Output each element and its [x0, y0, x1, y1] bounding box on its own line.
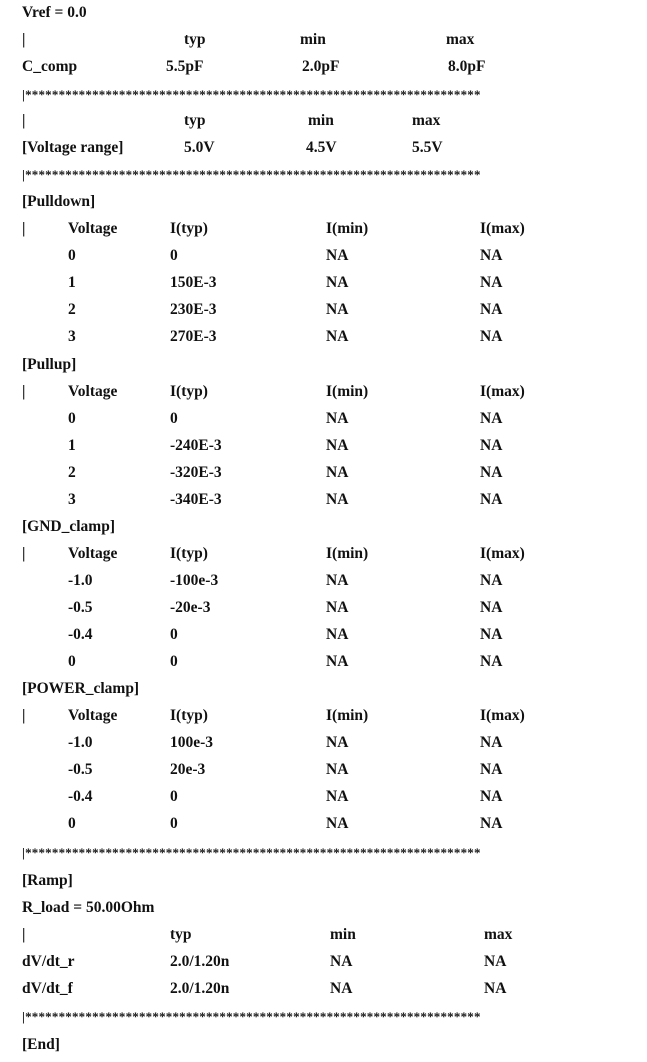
ramp-row-label: dV/dt_f — [22, 980, 73, 997]
table-cell-imin: NA — [326, 788, 349, 805]
ramp-header-min: min — [330, 926, 356, 943]
ramp-header-bar: | — [22, 926, 26, 943]
table-cell-voltage: -0.5 — [68, 599, 93, 616]
c-comp-label: C_comp — [22, 58, 78, 75]
c-comp-header-bar: | — [22, 31, 26, 48]
table-cell-imin: NA — [326, 437, 349, 454]
table-header-voltage: Voltage — [68, 545, 118, 562]
table-cell-ityp: 0 — [170, 410, 178, 427]
table-cell-imin: NA — [326, 653, 349, 670]
end-marker: [End] — [22, 1036, 60, 1053]
table-cell-voltage: -0.4 — [68, 788, 93, 805]
table-cell-imax: NA — [480, 761, 503, 778]
table-header-bar: | — [22, 707, 26, 724]
table-cell-imax: NA — [480, 301, 503, 318]
table-header-voltage: Voltage — [68, 383, 118, 400]
table-header-voltage: Voltage — [68, 707, 118, 724]
c-comp-header-typ: typ — [184, 31, 206, 48]
table-cell-ityp: 230E-3 — [170, 301, 217, 318]
table-header-ityp: I(typ) — [170, 545, 208, 562]
separator-line-4: |******************************************************************** — [22, 1010, 481, 1024]
table-cell-imin: NA — [326, 247, 349, 264]
table-cell-imax: NA — [480, 734, 503, 751]
c-comp-typ: 5.5pF — [166, 58, 204, 75]
table-cell-voltage: -1.0 — [68, 734, 93, 751]
table-cell-ityp: 0 — [170, 626, 178, 643]
table-header-imax: I(max) — [480, 545, 525, 562]
table-cell-imax: NA — [480, 491, 503, 508]
ramp-row-min: NA — [330, 953, 353, 970]
table-cell-voltage: 0 — [68, 815, 76, 832]
table-cell-imin: NA — [326, 815, 349, 832]
table-cell-voltage: 1 — [68, 437, 76, 454]
table-cell-voltage: 1 — [68, 274, 76, 291]
table-cell-imax: NA — [480, 274, 503, 291]
table-cell-ityp: -100e-3 — [170, 572, 219, 589]
table-cell-ityp: 0 — [170, 653, 178, 670]
table-cell-ityp: 100e-3 — [170, 734, 214, 751]
table-cell-ityp: 270E-3 — [170, 328, 217, 345]
ramp-header-typ: typ — [170, 926, 192, 943]
table-cell-imax: NA — [480, 437, 503, 454]
table-title: [GND_clamp] — [22, 518, 115, 535]
table-cell-imin: NA — [326, 410, 349, 427]
voltage-range-max: 5.5V — [412, 139, 443, 156]
ramp-row-max: NA — [484, 953, 507, 970]
table-cell-imin: NA — [326, 491, 349, 508]
table-cell-imin: NA — [326, 274, 349, 291]
table-header-imax: I(max) — [480, 383, 525, 400]
table-cell-imin: NA — [326, 328, 349, 345]
c-comp-header-min: min — [300, 31, 326, 48]
ramp-rload: R_load = 50.00Ohm — [22, 899, 155, 916]
table-header-ityp: I(typ) — [170, 707, 208, 724]
table-cell-imax: NA — [480, 328, 503, 345]
table-cell-ityp: -240E-3 — [170, 437, 222, 454]
table-header-ityp: I(typ) — [170, 220, 208, 237]
separator-line-2: |******************************************************************** — [22, 168, 481, 182]
table-cell-voltage: 3 — [68, 491, 76, 508]
table-cell-imin: NA — [326, 599, 349, 616]
table-header-bar: | — [22, 383, 26, 400]
ramp-row-min: NA — [330, 980, 353, 997]
table-cell-ityp: 0 — [170, 815, 178, 832]
table-header-imin: I(min) — [326, 220, 369, 237]
table-cell-voltage: 0 — [68, 410, 76, 427]
table-cell-voltage: -0.5 — [68, 761, 93, 778]
table-cell-imin: NA — [326, 301, 349, 318]
table-header-bar: | — [22, 545, 26, 562]
table-title: [Pulldown] — [22, 193, 96, 210]
voltage-range-min: 4.5V — [306, 139, 337, 156]
voltage-range-label: [Voltage range] — [22, 139, 124, 156]
table-title: [Pullup] — [22, 356, 77, 373]
voltage-range-typ: 5.0V — [184, 139, 215, 156]
table-cell-ityp: 20e-3 — [170, 761, 206, 778]
separator-line-3: |******************************************************************** — [22, 846, 481, 860]
separator-line-1: |******************************************************************** — [22, 88, 481, 102]
table-cell-imax: NA — [480, 815, 503, 832]
voltage-range-header-bar: | — [22, 112, 26, 129]
table-cell-imin: NA — [326, 464, 349, 481]
table-cell-voltage: 0 — [68, 653, 76, 670]
table-cell-voltage: -0.4 — [68, 626, 93, 643]
table-header-imax: I(max) — [480, 220, 525, 237]
table-cell-imin: NA — [326, 734, 349, 751]
table-cell-ityp: 150E-3 — [170, 274, 217, 291]
table-cell-voltage: 2 — [68, 464, 76, 481]
ramp-row-typ: 2.0/1.20n — [170, 980, 230, 997]
vref-line: Vref = 0.0 — [22, 4, 87, 21]
c-comp-header-max: max — [446, 31, 475, 48]
table-header-voltage: Voltage — [68, 220, 118, 237]
voltage-range-header-typ: typ — [184, 112, 206, 129]
table-cell-imax: NA — [480, 247, 503, 264]
c-comp-min: 2.0pF — [302, 58, 340, 75]
table-title: [POWER_clamp] — [22, 680, 140, 697]
table-header-ityp: I(typ) — [170, 383, 208, 400]
table-cell-voltage: -1.0 — [68, 572, 93, 589]
table-header-imin: I(min) — [326, 383, 369, 400]
c-comp-max: 8.0pF — [448, 58, 486, 75]
table-cell-ityp: -20e-3 — [170, 599, 211, 616]
ramp-row-label: dV/dt_r — [22, 953, 75, 970]
ramp-row-max: NA — [484, 980, 507, 997]
table-cell-voltage: 0 — [68, 247, 76, 264]
table-cell-voltage: 2 — [68, 301, 76, 318]
ramp-row-typ: 2.0/1.20n — [170, 953, 230, 970]
table-cell-imax: NA — [480, 410, 503, 427]
table-cell-imax: NA — [480, 788, 503, 805]
ramp-header-max: max — [484, 926, 513, 943]
table-cell-imin: NA — [326, 572, 349, 589]
table-header-imax: I(max) — [480, 707, 525, 724]
ramp-title: [Ramp] — [22, 872, 73, 889]
table-cell-imax: NA — [480, 653, 503, 670]
table-cell-imax: NA — [480, 464, 503, 481]
table-cell-ityp: 0 — [170, 788, 178, 805]
table-cell-voltage: 3 — [68, 328, 76, 345]
table-header-bar: | — [22, 220, 26, 237]
table-header-imin: I(min) — [326, 545, 369, 562]
table-cell-ityp: 0 — [170, 247, 178, 264]
table-cell-ityp: -320E-3 — [170, 464, 222, 481]
voltage-range-header-max: max — [412, 112, 441, 129]
table-cell-ityp: -340E-3 — [170, 491, 222, 508]
table-header-imin: I(min) — [326, 707, 369, 724]
table-cell-imax: NA — [480, 626, 503, 643]
table-cell-imin: NA — [326, 626, 349, 643]
table-cell-imax: NA — [480, 599, 503, 616]
voltage-range-header-min: min — [308, 112, 334, 129]
table-cell-imin: NA — [326, 761, 349, 778]
table-cell-imax: NA — [480, 572, 503, 589]
